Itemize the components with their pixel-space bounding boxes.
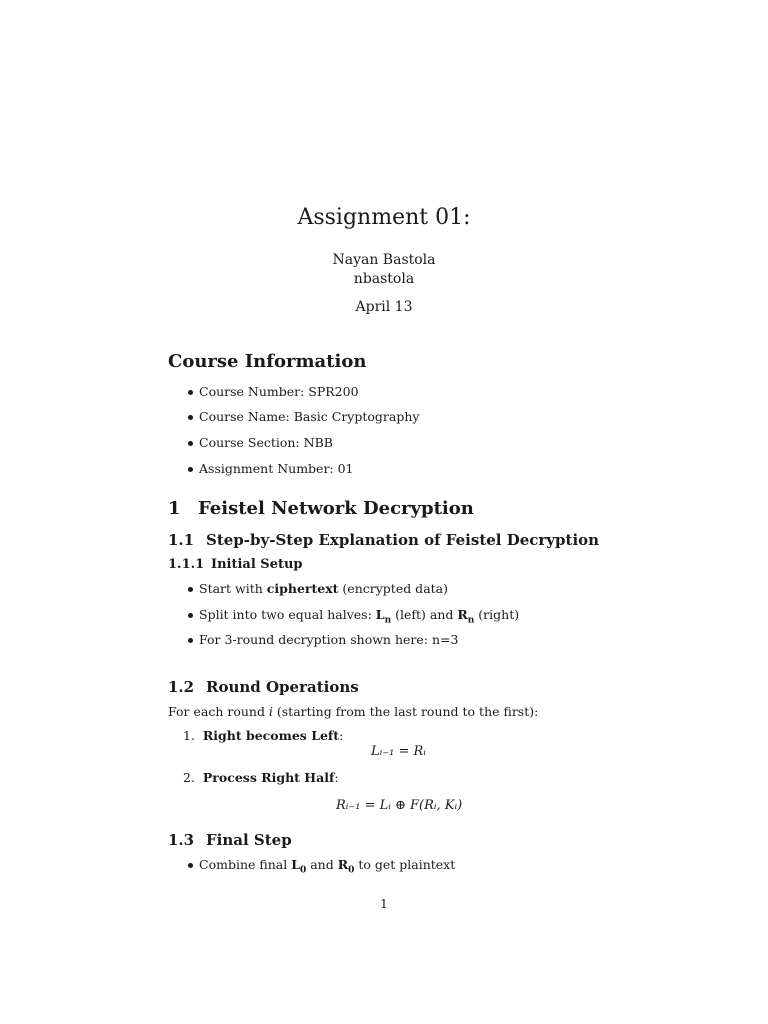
section-1-2-heading: 1.2 Round Operations [168,678,359,696]
author-name: Nayan Bastola [332,252,436,268]
document-title: Assignment 01: [297,205,471,230]
author-block [0,251,768,289]
section-1-3-heading: 1.3 Final Step [168,831,292,849]
document-date: April 13 [355,299,413,315]
section-1-1-1-heading: 1.1.1 Initial Setup [168,557,303,572]
enum-item-1: 1. Right becomes Left: [183,728,344,743]
bullet-icon [188,467,193,472]
section-1-heading: 1 Feistel Network Decryption [168,498,474,519]
equation-2: Rᵢ₋₁ = Lᵢ ⊕ F(Rᵢ, Kᵢ) [336,798,463,813]
equation-1: Lᵢ₋₁ = Rᵢ [371,744,426,759]
bullet-icon [188,863,193,868]
section-1-1-heading: 1.1 Step-by-Step Explanation of Feistel Decryption [168,531,600,549]
enum-item-2: 2. Process Right Half: [183,770,339,785]
bullet-icon [188,638,193,643]
bullet-icon [188,390,193,395]
author-username: nbastola [353,271,415,287]
bullet-icon [188,441,193,446]
bullet-icon [188,415,193,420]
bullet-icon [188,613,193,618]
bullet-icon [188,587,193,592]
round-intro-paragraph: For each round i (starting from the last round to the first): [168,704,539,719]
page-number: 1 [380,897,388,911]
course-info-heading: Course Information [168,351,367,372]
